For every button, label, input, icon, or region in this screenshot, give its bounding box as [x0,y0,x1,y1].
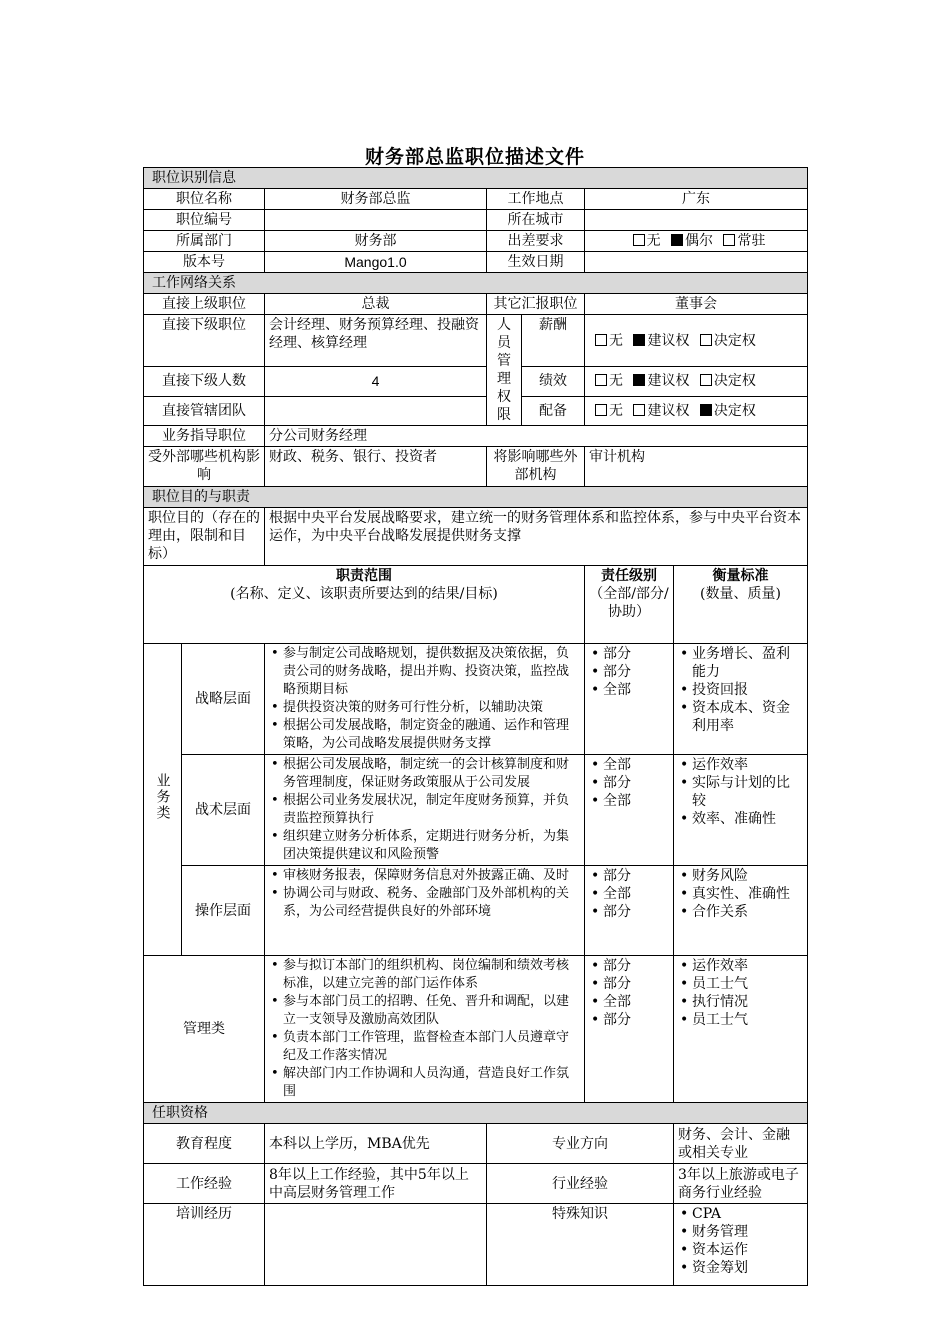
knowledge-item: • 资金筹划 [678,1259,803,1277]
work-location-label: 工作地点 [487,189,585,210]
industry-label: 行业经验 [487,1164,674,1204]
guidance-value: 分公司财务经理 [265,426,808,447]
checkbox-icon [700,374,712,386]
superior-value: 总裁 [265,294,487,315]
version-label: 版本号 [144,252,265,273]
checkbox-icon [723,234,735,246]
management-levels: • 部分 • 部分 • 全部 • 部分 [585,956,674,1103]
tactics-duties [265,755,585,866]
tactics-measures: • 运作效率 • 实际与计划的比较 • 效率、准确性 [674,755,808,866]
section-id-info: 职位识别信息 [144,168,808,189]
influenced-by-value: 财政、税务、银行、投资者 [265,447,487,487]
influences-label: 将影响哪些外部机构 [487,447,585,487]
department-value: 财务部 [265,231,487,252]
subordinate-value: 会计经理、财务预算经理、投融资经理、核算经理 [265,315,487,367]
section-qualifications: 任职资格 [144,1103,808,1124]
section-purpose: 职位目的与职责 [144,487,808,508]
management-measures: • 运作效率 • 员工士气 • 执行情况 • 员工士气 [674,956,808,1103]
duty-item: • 根据公司业务发展状况，制定年度财务预算，并负责监控预算执行 [269,792,580,828]
operation-levels: • 部分 • 全部 • 部分 [585,866,674,956]
knowledge-list [674,1204,808,1286]
tactics-levels: • 全部 • 部分 • 全部 [585,755,674,866]
position-code-label: 职位编号 [144,210,265,231]
duties-level-header [585,566,674,644]
training-value [265,1204,487,1286]
operation-duties [265,866,585,956]
business-category-label: 业务类 [144,644,182,956]
travel-option-resident: 常驻 [737,233,766,249]
duty-item: • 提供投资决策的财务可行性分析，以辅助决策 [269,699,580,717]
knowledge-item: • CPA [678,1205,803,1223]
measure-subtitle: (数量、质量) [700,586,781,602]
duty-item: • 组织建立财务分析体系，定期进行财务分析，为集团决策提供建议和风险预警 [269,828,580,864]
duty-item: • 负责本部门工作管理，监督检查本部门人员遵章守纪及工作落实情况 [269,1029,580,1065]
subordinate-count-value: 4 [265,367,487,396]
authority-salary-label: 薪酬 [522,315,585,367]
effective-date-value [585,252,808,273]
checkbox-icon [700,334,712,346]
training-label: 培训经历 [144,1204,265,1286]
other-report-label: 其它汇报职位 [487,294,585,315]
level-title: 责任级别 [601,568,657,584]
department-label: 所属部门 [144,231,265,252]
measure-title: 衡量标准 [712,568,769,584]
page-title: 财务部总监职位描述文件 [364,146,585,168]
strategy-levels: • 部分 • 部分 • 全部 [585,644,674,755]
knowledge-item: • 财务管理 [678,1223,803,1241]
strategy-level-label: 战略层面 [182,644,265,755]
duty-item: • 参与制定公司战略规划，提供数据及决策依据，负责公司的财务战略，提出并购、投资决策，监控战略预期目标 [269,645,580,699]
education-value: 本科以上学历，MBA优先 [265,1124,487,1164]
knowledge-label: 特殊知识 [487,1204,674,1286]
section-network: 工作网络关系 [144,273,808,294]
purpose-label: 职位目的（存在的理由，限制和目标） [144,508,265,566]
position-name-value: 财务部总监 [265,189,487,210]
duty-item: • 参与拟订本部门的组织机构、岗位编制和绩效考核标准，以建立完善的部门运作体系 [269,957,580,993]
authority-salary-options: 无 建议权 决定权 [585,315,808,367]
experience-value: 8年以上工作经验，其中5年以上中高层财务管理工作 [265,1164,487,1204]
subordinate-label: 直接下级职位 [144,315,265,367]
scope-subtitle: (名称、定义、该职责所要达到的结果/目标) [230,586,498,602]
position-name-label: 职位名称 [144,189,265,210]
duty-item: • 根据公司发展战略，制定统一的会计核算制度和财务管理制度，保证财务政策服从于公司发展 [269,756,580,792]
management-category-label: 管理类 [144,956,265,1103]
purpose-text: 根据中央平台发展战略要求，建立统一的财务管理体系和监控体系，参与中央平台资本运作，为中央平台战略发展提供财务支撑 [265,508,808,566]
experience-label: 工作经验 [144,1164,265,1204]
scope-title: 职责范围 [336,568,392,584]
duties-scope-header [144,566,585,644]
checked-checkbox-icon [633,374,645,386]
checkbox-icon [595,404,607,416]
position-code-value [265,210,487,231]
management-duties [265,956,585,1103]
version-value: Mango1.0 [265,252,487,273]
operation-measures: • 财务风险 • 真实性、准确性 • 合作关系 [674,866,808,956]
level-subtitle: （全部/部分/协助） [589,586,669,620]
team-value [265,396,487,425]
checked-checkbox-icon [671,234,683,246]
checkbox-icon [595,374,607,386]
guidance-label: 业务指导职位 [144,426,265,447]
checkbox-icon [633,404,645,416]
authority-performance-options: 无 建议权 决定权 [585,367,808,396]
duty-item: • 参与本部门员工的招聘、任免、晋升和调配，以建立一支领导及激励高效团队 [269,993,580,1029]
other-report-value: 董事会 [585,294,808,315]
education-label: 教育程度 [144,1124,265,1164]
major-label: 专业方向 [487,1124,674,1164]
superior-label: 直接上级职位 [144,294,265,315]
duty-item: • 根据公司发展战略，制定资金的融通、运作和管理策略，为公司战略发展提供财务支撑 [269,717,580,753]
effective-date-label: 生效日期 [487,252,585,273]
checked-checkbox-icon [633,334,645,346]
tactics-level-label: 战术层面 [182,755,265,866]
duty-item: • 审核财务报表，保障财务信息对外披露正确、及时 [269,867,580,885]
city-label: 所在城市 [487,210,585,231]
travel-options [585,231,808,252]
checkbox-icon [633,234,645,246]
checkbox-icon [595,334,607,346]
knowledge-item: • 资本运作 [678,1241,803,1259]
travel-label: 出差要求 [487,231,585,252]
job-description-table [143,167,808,1286]
strategy-measures: • 业务增长、盈利能力 • 投资回报 • 资本成本、资金利用率 [674,644,808,755]
team-label: 直接管辖团队 [144,396,265,425]
strategy-duties [265,644,585,755]
travel-option-none: 无 [646,233,661,249]
industry-value: 3年以上旅游或电子商务行业经验 [674,1164,808,1204]
checked-checkbox-icon [700,404,712,416]
duty-item: • 解决部门内工作协调和人员沟通，营造良好工作氛围 [269,1065,580,1101]
duties-measure-header [674,566,808,644]
influences-value: 审计机构 [585,447,808,487]
authority-staffing-label: 配备 [522,396,585,425]
operation-level-label: 操作层面 [182,866,265,956]
travel-option-occasional: 偶尔 [685,233,714,249]
major-value: 财务、会计、金融或相关专业 [674,1124,808,1164]
work-location-value: 广东 [585,189,808,210]
city-value [585,210,808,231]
subordinate-count-label: 直接下级人数 [144,367,265,396]
authority-performance-label: 绩效 [522,367,585,396]
influenced-by-label: 受外部哪些机构影响 [144,447,265,487]
authority-staffing-options: 无 建议权 决定权 [585,396,808,425]
authority-label: 人员管理权限 [487,315,522,426]
duty-item: • 协调公司与财政、税务、金融部门及外部机构的关系，为公司经营提供良好的外部环境 [269,885,580,921]
